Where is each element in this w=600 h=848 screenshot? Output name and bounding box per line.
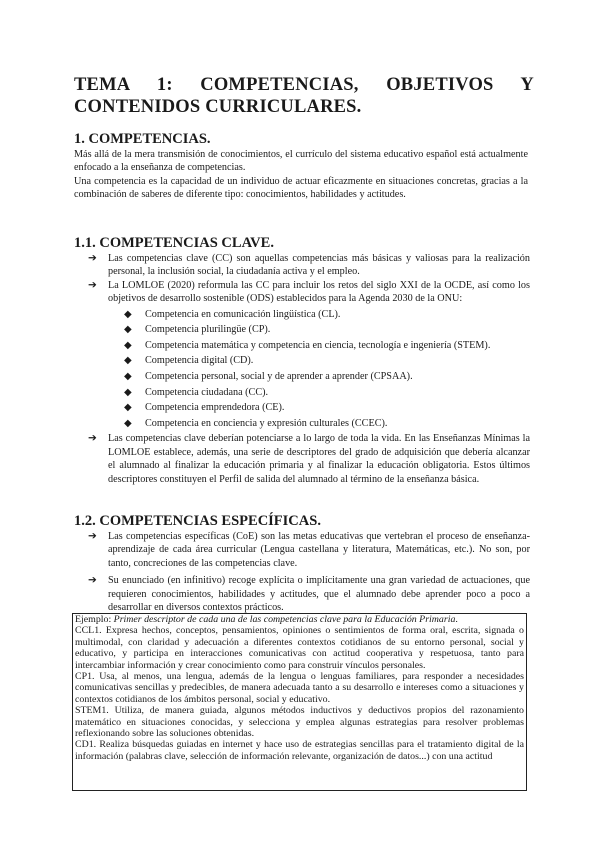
page-title: TEMA 1: COMPETENCIAS, OBJETIVOS Y CONTENIDOS CURRICULARES. (74, 75, 534, 117)
list-item: ◆ Competencia ciudadana (CC). (108, 385, 530, 401)
list-item: ◆ Competencia emprendedora (CE). (108, 400, 530, 416)
arrow-right-icon: ➔ (88, 253, 97, 264)
list-item: ➔ Las competencias clave deberían potenciarse a lo largo de toda la vida. En las Enseñanzas Mínimas la LOMLOE establece, además, una serie de descriptores del grado de adquisición que debería alcanzar el alumnado al finalizar la educación primaria y al finalizar la educación obligatoria. Estos últimos descriptores constituyen el Perfil de salida del alumnado al término de la enseñanza básica. (88, 433, 530, 485)
diamond-icon: ◆ (124, 308, 132, 320)
arrow-right-icon: ➔ (88, 575, 97, 587)
paragraph-intro: Más allá de la mera transmisión de conocimientos, el currículo del sistema educativo español está actualmente enfocado a la enseñanza de competencias. (74, 149, 528, 174)
arrow-right-icon: ➔ (88, 279, 97, 291)
list-item: ◆ Competencia digital (CD). (108, 353, 530, 369)
diamond-icon: ◆ (124, 371, 132, 382)
list-item: ➔ Su enunciado (en infinitivo) recoge explícita o implícitamente una gran variedad de actuaciones, que requieren conocimientos, habilidades y actitudes, que el alumnado debe aprender poco a poco a desarrollar en diversos contextos prácticos. (88, 575, 530, 614)
section-heading-competencias: 1. COMPETENCIAS. (74, 131, 211, 147)
diamond-icon: ◆ (124, 417, 132, 429)
arrow-right-icon: ➔ (88, 531, 97, 542)
list-item: ➔ Las competencias clave (CC) son aquellas competencias más básicas y valiosas para la realización personal, la inclusión social, la ciudadanía activa y el empleo. (88, 253, 530, 278)
example-box (72, 613, 527, 791)
diamond-icon: ◆ (124, 324, 132, 336)
descriptor-cd1: CD1. Realiza búsquedas guiadas en internet y hace uso de estrategias sencillas para el tratamiento digital de la información (palabras clave, selección de información relevante, organización de datos...) con una actitud (75, 739, 524, 762)
list-item: ◆ Competencia plurilingüe (CP). (108, 322, 530, 338)
diamond-icon: ◆ (124, 355, 132, 367)
diamond-icon: ◆ (124, 402, 132, 414)
descriptor-cp1: CP1. Usa, al menos, una lengua, además de la lengua o lenguas familiares, para responder a necesidades comunicativas sencillas y predecibles, de manera adecuada tanto a su desarrollo e intereses como a situaciones y contextos cotidianos de los ámbitos personal, social y educativo. (75, 671, 524, 705)
list-competencias-clave (88, 252, 530, 486)
section-heading-competencias-especificas: 1.2. COMPETENCIAS ESPECÍFICAS. (74, 513, 321, 529)
arrow-right-icon: ➔ (88, 433, 97, 445)
list-competencias-especificas (88, 530, 530, 614)
diamond-icon: ◆ (124, 339, 132, 351)
paragraph-definition: Una competencia es la capacidad de un individuo de actuar eficazmente en situaciones concretas, gracias a la combinación de saberes de diferente tipo: conocimientos, habilidades y actitudes. (74, 176, 528, 201)
list-item: ➔ La LOMLOE (2020) reformula las CC para incluir los retos del siglo XXI de la OCDE, así como los objetivos de desarrollo sostenible (ODS) establecidos para la Agenda 2030 de la ONU: ◆ Competencia en comunicación lingüística (CL). ◆ Competencia plurilingüe (CP). ◆ Competencia matemática y competencia en ciencia, tecnología e ingeniería (STEM). ◆ Competencia digital (CD). ◆ Competencia personal, social y de aprender a aprender (CPSAA). ◆ Competencia ciudadana (CC). ◆ Competencia emprendedora (CE). ◆ Competencia en conciencia y expresión culturales (CCEC). (88, 279, 530, 432)
list-item: ◆ Competencia personal, social y de aprender a aprender (CPSAA). (108, 369, 530, 385)
diamond-icon: ◆ (124, 386, 132, 398)
list-item: ◆ Competencia en comunicación lingüística (CL). (108, 307, 530, 323)
section-heading-competencias-clave: 1.1. COMPETENCIAS CLAVE. (74, 235, 274, 251)
list-item: ➔ Las competencias específicas (CoE) son las metas educativas que vertebran el proceso de enseñanza-aprendizaje de cada área curricular (Lengua castellana y literatura, Matemáticas, etc.). No son, por tanto, concreciones de las competencias clave. (88, 531, 530, 569)
example-caption: Ejemplo: Primer descriptor de cada una de las competencias clave para la Educación Primaria. (75, 614, 458, 625)
list-item: ◆ Competencia matemática y competencia en ciencia, tecnología e ingeniería (STEM). (108, 338, 530, 354)
list-item: ◆ Competencia en conciencia y expresión culturales (CCEC). (108, 416, 530, 432)
descriptor-stem1: STEM1. Utiliza, de manera guiada, algunos métodos inductivos y deductivos propios del razonamiento matemático en situaciones conocidas, y selecciona y emplea algunas estrategias para resolver problemas reflexionando sobre las soluciones obtenidas. (75, 705, 524, 740)
list-competencias (108, 307, 530, 432)
descriptor-ccl1: CCL1. Expresa hechos, conceptos, pensamientos, opiniones o sentimientos de forma oral, escrita, signada o multimodal, con claridad y adecuación a diferentes contextos cotidianos de su entorno personal, social y educativo, y participa en interacciones comunicativas con actitud cooperativa y respetuosa, tanto para intercambiar información y crear conocimiento como para construir vínculos personales. (75, 625, 524, 671)
